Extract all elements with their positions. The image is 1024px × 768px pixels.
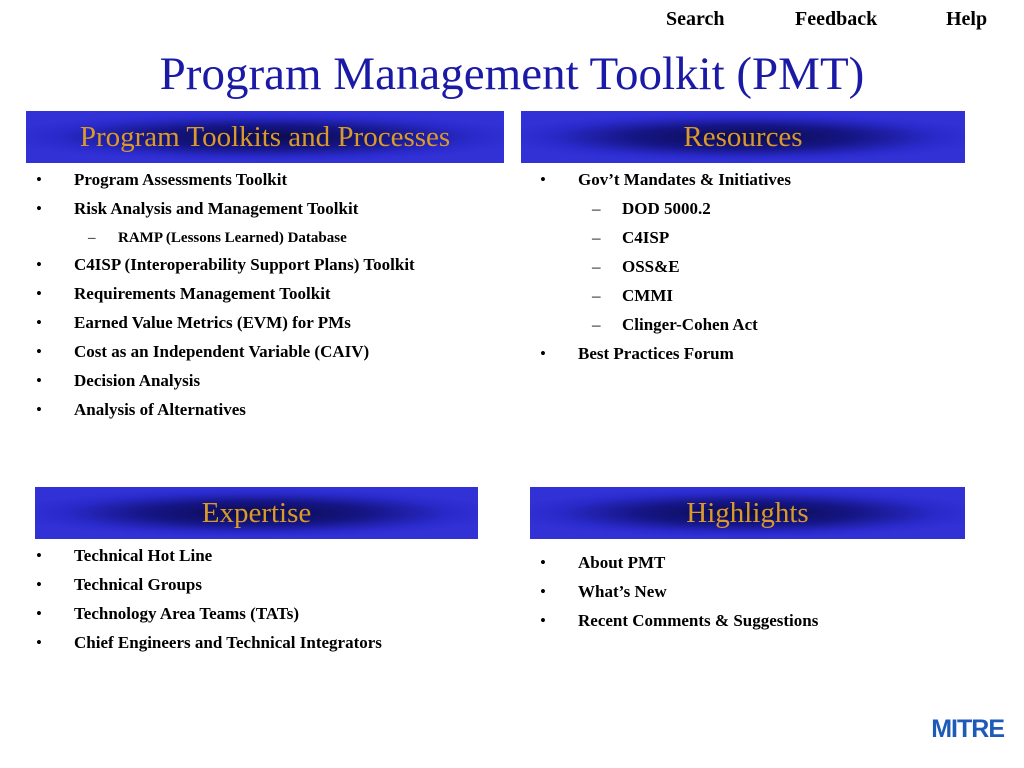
highlights-item-whats-new[interactable]: [540, 582, 818, 611]
dash: –: [88, 230, 96, 246]
bullet: •: [36, 633, 42, 652]
resources-item-govt-mandates[interactable]: [540, 170, 791, 199]
resources-header[interactable]: Resources: [521, 111, 965, 163]
expertise-item-technical-groups[interactable]: [36, 575, 382, 604]
page-title: Program Management Toolkit (PMT): [159, 48, 865, 100]
dash: –: [592, 228, 601, 247]
bullet: •: [36, 604, 42, 623]
toolkits-item-program-assessments[interactable]: [36, 170, 415, 199]
toolkits-subitem-ramp[interactable]: [36, 228, 415, 255]
bullet: •: [540, 553, 546, 572]
bullet: •: [36, 342, 42, 361]
resources-list: [540, 170, 791, 373]
item-label: C4ISP: [622, 228, 670, 247]
bullet: •: [36, 546, 42, 565]
item-label: Analysis of Alternatives: [74, 400, 246, 419]
highlights-list: [540, 553, 818, 640]
toolkits-item-requirements[interactable]: [36, 284, 415, 313]
top-nav: [0, 8, 1024, 34]
bullet: •: [540, 582, 546, 601]
feedback-link[interactable]: Feedback: [795, 8, 878, 30]
expertise-header[interactable]: Expertise: [35, 487, 478, 539]
item-label: Chief Engineers and Technical Integrators: [74, 633, 382, 652]
item-label: What’s New: [578, 582, 667, 601]
resources-subitem-cmmi[interactable]: [540, 286, 791, 315]
resources-subitem-clinger-cohen[interactable]: [540, 315, 791, 344]
toolkits-item-c4isp[interactable]: [36, 255, 415, 284]
item-label: Best Practices Forum: [578, 344, 734, 363]
bullet: •: [36, 575, 42, 594]
item-label: OSS&E: [622, 257, 680, 276]
mitre-logo: MITRE: [931, 715, 1004, 743]
dash: –: [592, 315, 601, 334]
item-label: Technology Area Teams (TATs): [74, 604, 299, 623]
resources-subitem-dod-5000[interactable]: [540, 199, 791, 228]
item-label: Cost as an Independent Variable (CAIV): [74, 342, 370, 361]
item-label: C4ISP (Interoperability Support Plans) Toolkit: [74, 255, 415, 274]
bullet: •: [36, 400, 42, 419]
toolkits-item-caiv[interactable]: [36, 342, 415, 371]
resources-subitem-osse[interactable]: [540, 257, 791, 286]
bullet: •: [540, 170, 546, 189]
bullet: •: [36, 284, 42, 303]
toolkits-item-evm[interactable]: [36, 313, 415, 342]
bullet: •: [540, 344, 546, 363]
dash: –: [592, 257, 601, 276]
toolkits-list: [36, 170, 415, 429]
toolkits-item-decision-analysis[interactable]: [36, 371, 415, 400]
item-label: RAMP (Lessons Learned) Database: [118, 230, 347, 246]
highlights-item-about[interactable]: [540, 553, 818, 582]
expertise-list: [36, 546, 382, 662]
expertise-item-chief-engineers[interactable]: [36, 633, 382, 662]
bullet: •: [36, 313, 42, 332]
resources-item-best-practices[interactable]: [540, 344, 791, 373]
item-label: Decision Analysis: [74, 371, 201, 390]
item-label: Risk Analysis and Management Toolkit: [74, 199, 359, 218]
item-label: Requirements Management Toolkit: [74, 284, 331, 303]
bullet: •: [36, 199, 42, 218]
item-label: Technical Hot Line: [74, 546, 213, 565]
bullet: •: [36, 371, 42, 390]
help-link[interactable]: Help: [946, 8, 988, 30]
highlights-item-recent-comments[interactable]: [540, 611, 818, 640]
item-label: About PMT: [578, 553, 666, 572]
item-label: Earned Value Metrics (EVM) for PMs: [74, 313, 351, 332]
toolkits-item-analysis-of-alternatives[interactable]: [36, 400, 415, 429]
expertise-item-hot-line[interactable]: [36, 546, 382, 575]
item-label: Recent Comments & Suggestions: [578, 611, 819, 630]
expertise-item-tats[interactable]: [36, 604, 382, 633]
toolkits-item-risk-analysis[interactable]: [36, 199, 415, 228]
toolkits-header[interactable]: Program Toolkits and Processes: [26, 111, 504, 163]
item-label: Technical Groups: [74, 575, 203, 594]
dash: –: [592, 199, 601, 218]
bullet: •: [36, 255, 42, 274]
highlights-header[interactable]: Highlights: [530, 487, 965, 539]
item-label: CMMI: [622, 286, 673, 305]
item-label: DOD 5000.2: [622, 199, 711, 218]
item-label: Program Assessments Toolkit: [74, 170, 288, 189]
resources-subitem-c4isp[interactable]: [540, 228, 791, 257]
item-label: Clinger-Cohen Act: [622, 315, 758, 334]
item-label: Gov’t Mandates & Initiatives: [578, 170, 791, 189]
search-link[interactable]: Search: [666, 8, 725, 30]
dash: –: [592, 286, 601, 305]
bullet: •: [540, 611, 546, 630]
bullet: •: [36, 170, 42, 189]
